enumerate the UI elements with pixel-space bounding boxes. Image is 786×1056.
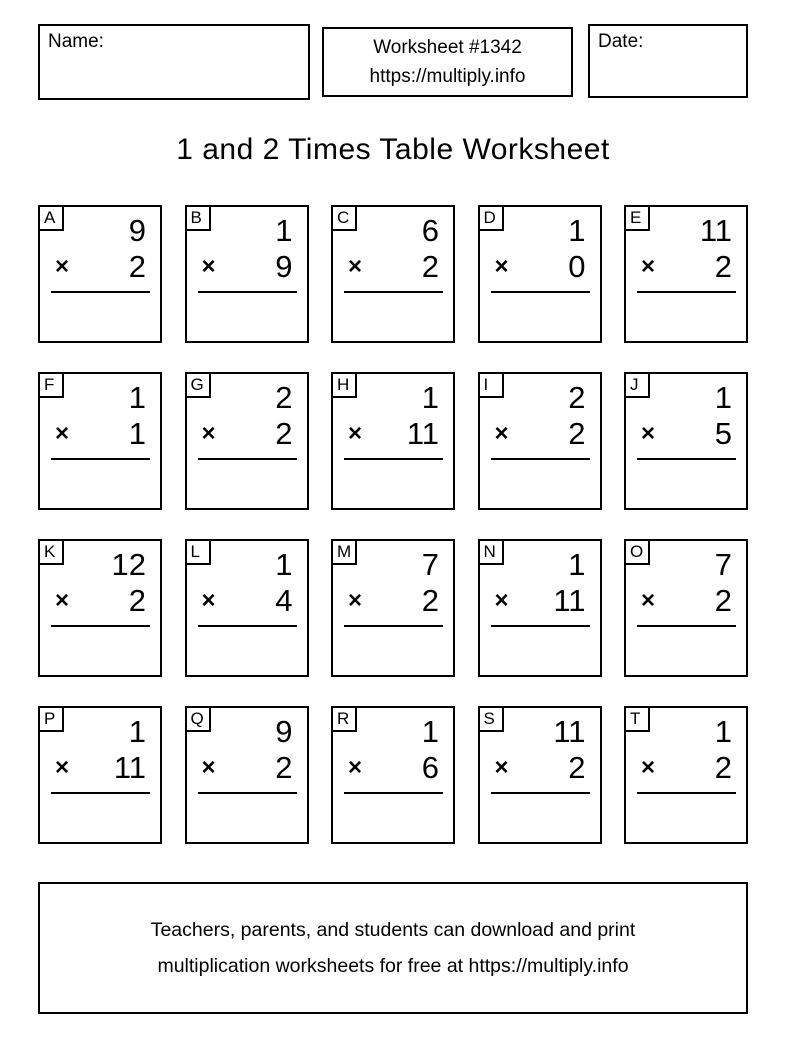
bottom-operand: 2 — [421, 583, 439, 618]
answer-space[interactable] — [480, 627, 600, 675]
problem-cell — [478, 372, 602, 510]
bottom-operand: 2 — [568, 750, 586, 785]
bottom-operand: 2 — [714, 249, 732, 284]
problem-label: N — [480, 541, 504, 565]
bottom-operand: 2 — [421, 249, 439, 284]
problem-cell — [331, 372, 455, 510]
problem-cell — [185, 539, 309, 677]
top-operand: 9 — [128, 213, 146, 248]
top-operand: 1 — [421, 380, 439, 415]
problem-cell — [478, 706, 602, 844]
multiply-icon: × — [201, 587, 216, 614]
problem-label: D — [480, 207, 504, 231]
problem-cell — [624, 372, 748, 510]
problem-label: I — [480, 374, 504, 398]
bottom-operand: 9 — [275, 249, 293, 284]
problem-label: B — [187, 207, 211, 231]
answer-space[interactable] — [40, 627, 160, 675]
problem-cell — [331, 539, 455, 677]
top-operand: 11 — [553, 714, 586, 749]
multiply-icon: × — [641, 587, 656, 614]
answer-space[interactable] — [626, 794, 746, 842]
top-operand: 9 — [275, 714, 293, 749]
answer-space[interactable] — [626, 627, 746, 675]
date-field[interactable] — [588, 24, 748, 98]
multiply-icon: × — [201, 754, 216, 781]
top-operand: 1 — [714, 380, 732, 415]
multiply-icon: × — [494, 253, 509, 280]
answer-space[interactable] — [40, 460, 160, 508]
top-operand: 1 — [275, 213, 293, 248]
multiply-icon: × — [641, 253, 656, 280]
answer-space[interactable] — [333, 293, 453, 341]
answer-space[interactable] — [626, 293, 746, 341]
problem-label: F — [40, 374, 64, 398]
top-operand: 2 — [275, 380, 293, 415]
problem-cell — [38, 539, 162, 677]
multiply-icon: × — [641, 754, 656, 781]
multiply-icon: × — [348, 253, 363, 280]
multiply-icon: × — [55, 420, 70, 447]
problem-label: L — [187, 541, 211, 565]
problem-cell — [185, 706, 309, 844]
footer-line-2: multiplication worksheets for free at https://multiply.info — [157, 955, 629, 977]
name-label: Name: — [48, 31, 104, 52]
problem-cell — [624, 539, 748, 677]
problem-label: S — [480, 708, 504, 732]
date-label: Date: — [598, 31, 644, 52]
multiply-icon: × — [55, 253, 70, 280]
page-title: 1 and 2 Times Table Worksheet — [176, 133, 610, 166]
bottom-operand: 0 — [568, 249, 586, 284]
footer-line-1: Teachers, parents, and students can download and print — [150, 919, 636, 941]
problem-cell — [624, 706, 748, 844]
problem-label: J — [626, 374, 650, 398]
problem-label: H — [333, 374, 357, 398]
multiply-icon: × — [494, 587, 509, 614]
multiply-icon: × — [201, 420, 216, 447]
top-operand: 7 — [714, 547, 732, 582]
top-operand: 1 — [568, 547, 586, 582]
answer-space[interactable] — [187, 627, 307, 675]
problem-label: P — [40, 708, 64, 732]
answer-space[interactable] — [187, 794, 307, 842]
problem-cell — [624, 205, 748, 343]
worksheet-url[interactable]: https://multiply.info — [369, 66, 526, 87]
problem-label: C — [333, 207, 357, 231]
bottom-operand: 2 — [568, 416, 586, 451]
bottom-operand: 11 — [553, 583, 586, 618]
worksheet-info-box — [322, 27, 573, 97]
answer-space[interactable] — [40, 794, 160, 842]
multiply-icon: × — [348, 754, 363, 781]
problem-label: A — [40, 207, 64, 231]
multiply-icon: × — [201, 253, 216, 280]
problem-cell — [478, 205, 602, 343]
problem-cell — [185, 372, 309, 510]
top-operand: 1 — [128, 380, 146, 415]
top-operand: 1 — [568, 213, 586, 248]
problem-cell — [478, 539, 602, 677]
footer-note — [38, 882, 748, 1014]
bottom-operand: 2 — [714, 750, 732, 785]
multiply-icon: × — [55, 754, 70, 781]
problem-label: M — [333, 541, 357, 565]
top-operand: 1 — [714, 714, 732, 749]
bottom-operand: 2 — [128, 583, 146, 618]
answer-space[interactable] — [480, 293, 600, 341]
bottom-operand: 6 — [421, 750, 439, 785]
top-operand: 6 — [421, 213, 439, 248]
top-operand: 1 — [421, 714, 439, 749]
top-operand: 7 — [421, 547, 439, 582]
multiply-icon: × — [641, 420, 656, 447]
problems-grid — [38, 205, 748, 844]
header — [0, 0, 786, 100]
top-operand: 11 — [699, 213, 732, 248]
bottom-operand: 2 — [275, 750, 293, 785]
multiply-icon: × — [494, 754, 509, 781]
bottom-operand: 5 — [714, 416, 732, 451]
problem-cell — [38, 372, 162, 510]
problem-cell — [38, 205, 162, 343]
bottom-operand: 2 — [275, 416, 293, 451]
answer-space[interactable] — [333, 627, 453, 675]
name-field[interactable] — [38, 24, 310, 100]
multiply-icon: × — [55, 587, 70, 614]
bottom-operand: 11 — [406, 416, 439, 451]
bottom-operand: 4 — [275, 583, 293, 618]
answer-space[interactable] — [480, 794, 600, 842]
problem-cell — [331, 706, 455, 844]
bottom-operand: 1 — [128, 416, 146, 451]
top-operand: 1 — [128, 714, 146, 749]
problem-cell — [38, 706, 162, 844]
problem-label: Q — [187, 708, 211, 732]
bottom-operand: 2 — [128, 249, 146, 284]
problem-label: O — [626, 541, 650, 565]
top-operand: 2 — [568, 380, 586, 415]
answer-space[interactable] — [40, 293, 160, 341]
problem-label: T — [626, 708, 650, 732]
problem-label: E — [626, 207, 650, 231]
bottom-operand: 2 — [714, 583, 732, 618]
multiply-icon: × — [348, 587, 363, 614]
problem-label: R — [333, 708, 357, 732]
problem-cell — [331, 205, 455, 343]
answer-space[interactable] — [333, 794, 453, 842]
worksheet-number: Worksheet #1342 — [373, 37, 522, 58]
problem-label: G — [187, 374, 211, 398]
problem-cell — [185, 205, 309, 343]
multiply-icon: × — [348, 420, 363, 447]
bottom-operand: 11 — [113, 750, 146, 785]
answer-space[interactable] — [187, 460, 307, 508]
top-operand: 12 — [111, 547, 146, 582]
problem-label: K — [40, 541, 64, 565]
answer-space[interactable] — [187, 293, 307, 341]
top-operand: 1 — [275, 547, 293, 582]
multiply-icon: × — [494, 420, 509, 447]
answer-space[interactable] — [626, 460, 746, 508]
answer-space[interactable] — [480, 460, 600, 508]
answer-space[interactable] — [333, 460, 453, 508]
